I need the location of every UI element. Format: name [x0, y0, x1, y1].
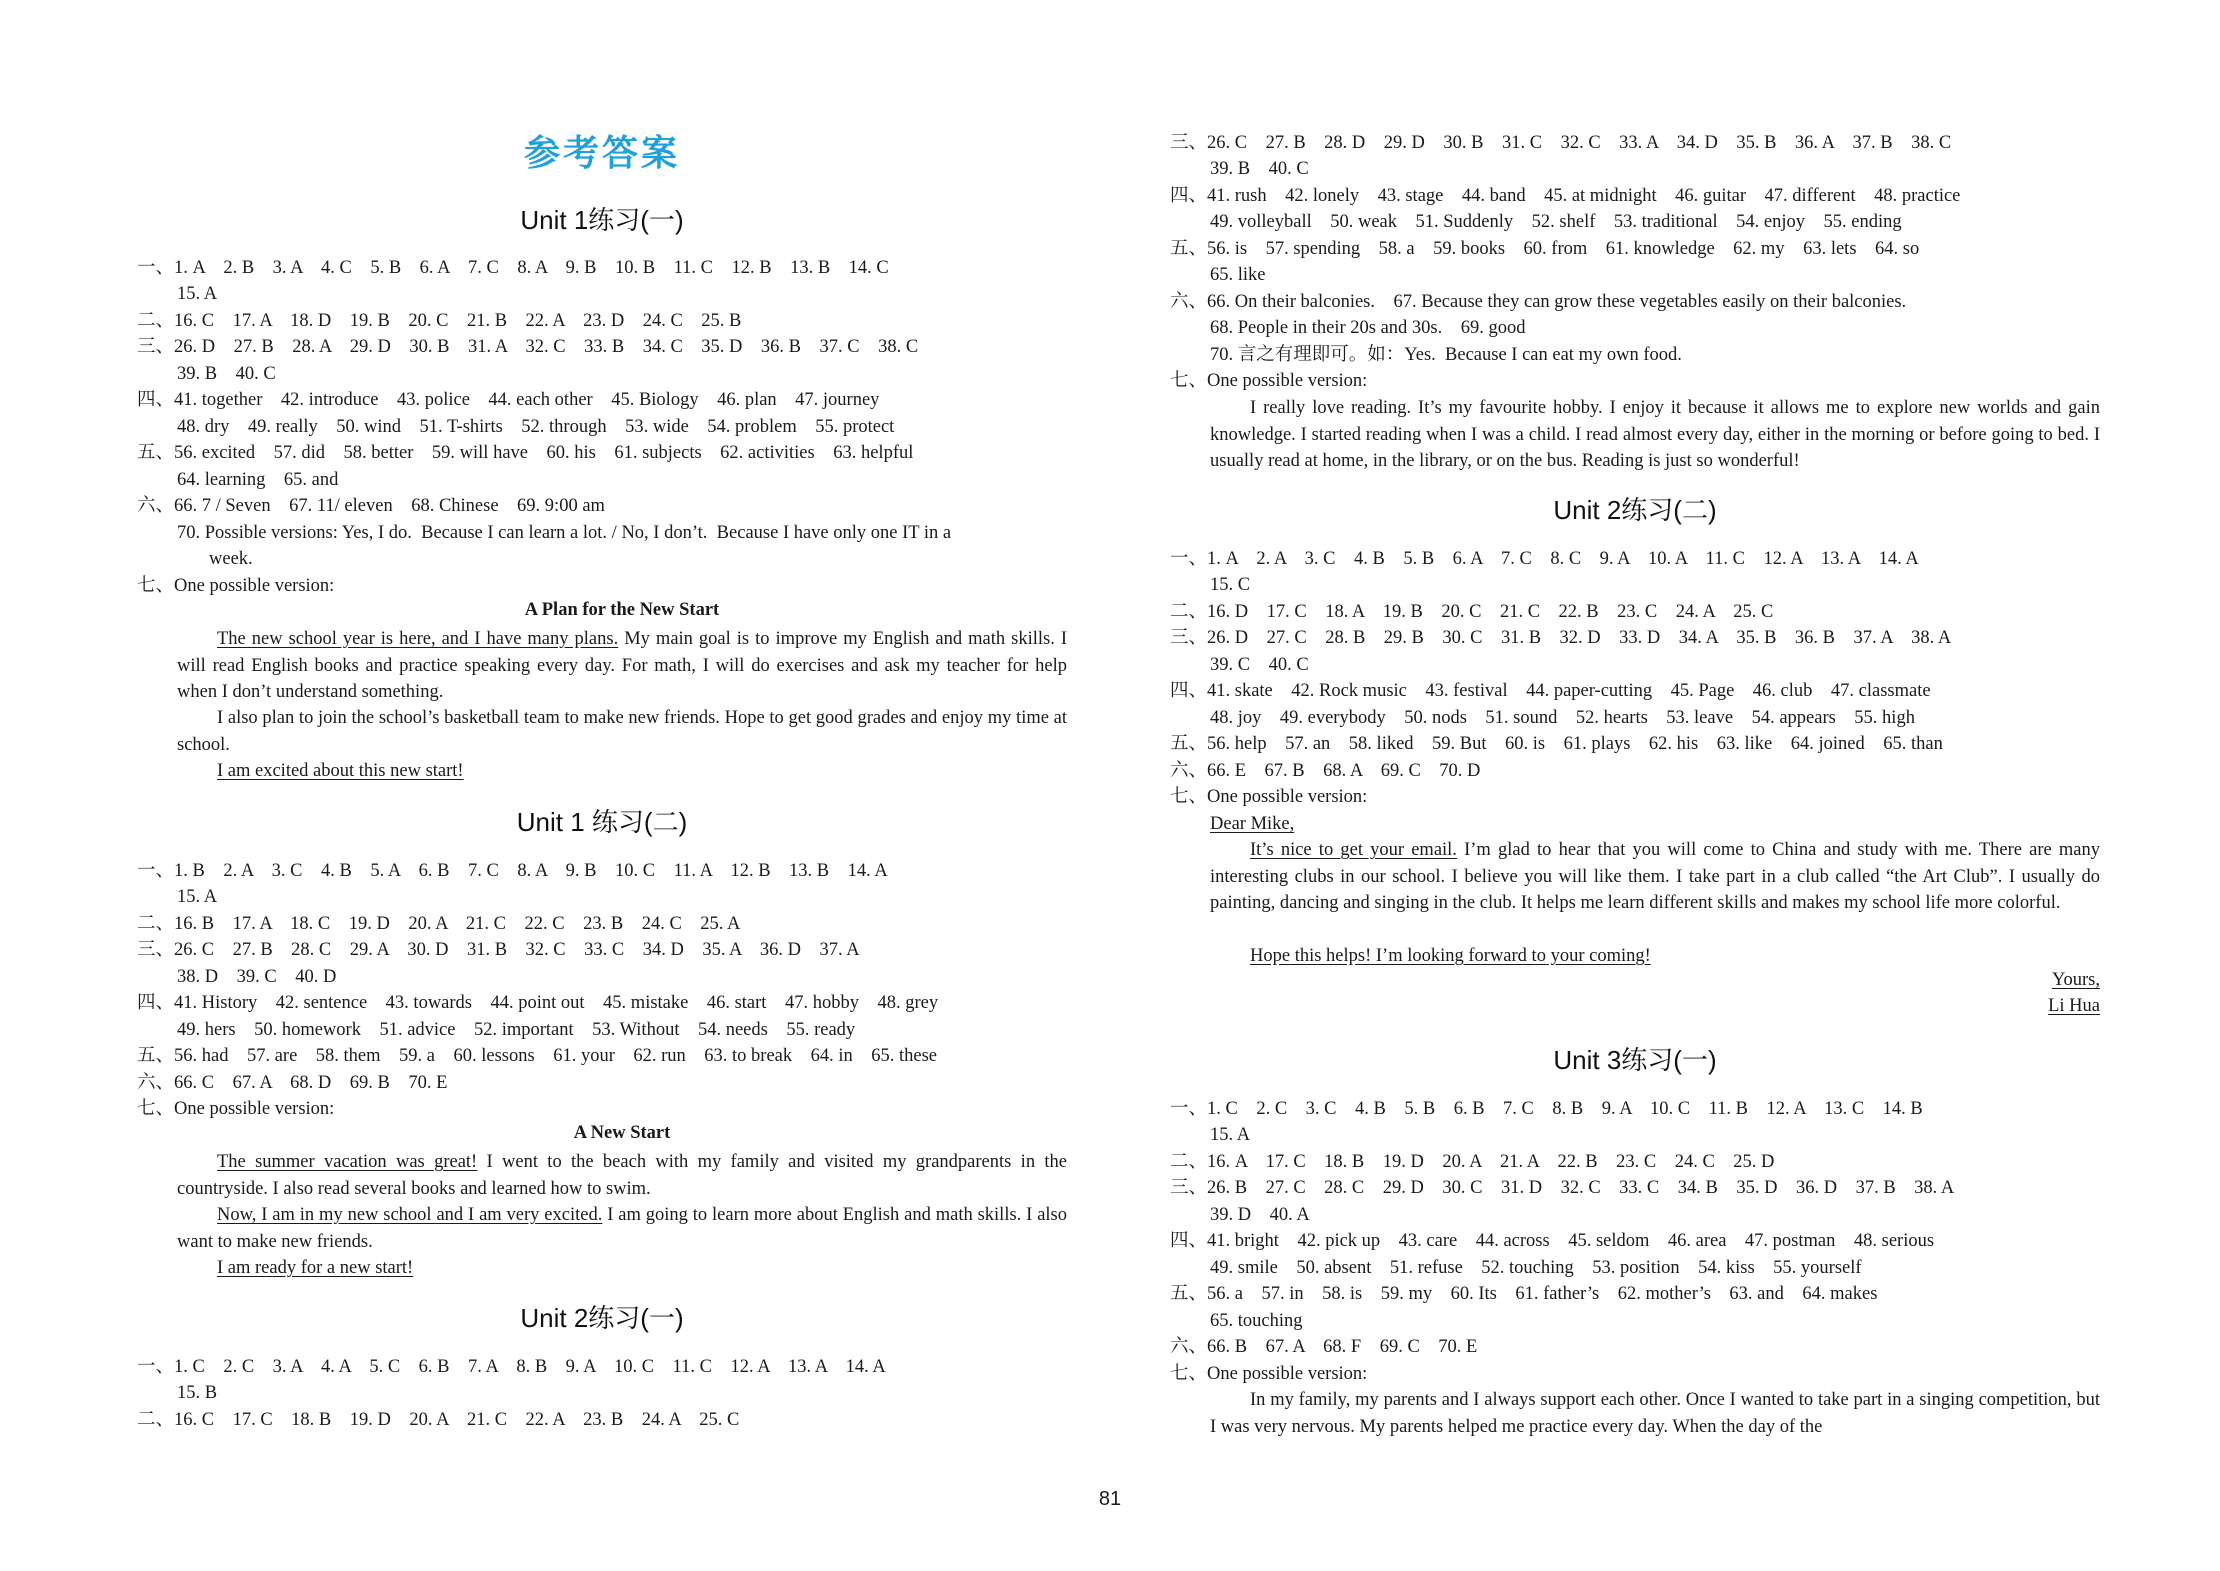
answer-line: 15. A — [177, 887, 218, 907]
essay-paragraph: I really love reading. It’s my favourite hobby. I enjoy it because it allows me to explore new worlds and gain knowledge. I started reading when I was a child. I read almost every day, either in the morning or before going to bed. I usually read at home, in the library, or on the bus. Reading is just so wonderful! — [1210, 398, 2100, 471]
answer-line: 65. like — [1210, 265, 1266, 285]
answer-line: 68. People in their 20s and 30s. 69. good — [1210, 318, 1526, 338]
answer-line: 七、One possible version: — [137, 1099, 335, 1119]
underlined-sentence: The new school year is here, and I have many plans. — [217, 629, 619, 649]
letter-greeting — [1210, 811, 1294, 838]
answer-line: 三、26. C 27. B 28. D 29. D 30. B 31. C 32. C 33. A 34. D 35. B 36. A 37. B 38. C — [1170, 133, 1952, 153]
paragraph-text: I went to the beach with my family and visited my grandparents in the countryside. I also read several books and learned how to swim. — [177, 1152, 1067, 1199]
answer-line: 15. A — [1210, 1125, 1251, 1145]
unit1-practice1-heading: Unit 1练习(一) — [520, 205, 684, 235]
answer-line: 70. Possible versions: Yes, I do. Because I can learn a lot. / No, I don’t. Because I have only one IT in a — [177, 523, 952, 543]
greeting-text: Dear Mike, — [1210, 814, 1295, 834]
answer-line: 五、56. had 57. are 58. them 59. a 60. lessons 61. your 62. run 63. to break 64. in 65. these — [137, 1046, 938, 1066]
answer-line: 三、26. C 27. B 28. C 29. A 30. D 31. B 32. C 33. C 34. D 35. A 36. D 37. A — [137, 940, 860, 960]
answer-line: 一、1. A 2. A 3. C 4. B 5. B 6. A 7. C 8. C 9. A 10. A 11. C 12. A 13. A 14. A — [1170, 549, 1919, 569]
paragraph-text: I’m glad to hear that you will come to China and study with me. There are many interesting clubs in our school. I believe you will like them. I take part in a club called “the Art Club”. I usually do painting, dancing and singing in the club. It helps me learn different skills and makes my school life more colorful. — [1210, 840, 2100, 913]
answer-line: 49. hers 50. homework 51. advice 52. important 53. Without 54. needs 55. ready — [177, 1020, 856, 1040]
underlined-sentence: Hope this helps! I’m looking forward to your coming! — [1250, 946, 1651, 966]
answer-line: 49. smile 50. absent 51. refuse 52. touching 53. position 54. kiss 55. yourself — [1210, 1258, 1862, 1278]
letter-signature: Li Hua — [2048, 996, 2100, 1016]
answer-line: 六、66. B 67. A 68. F 69. C 70. E — [1170, 1337, 1478, 1357]
answer-line: 五、56. excited 57. did 58. better 59. will have 60. his 61. subjects 62. activities 63. helpful — [137, 443, 914, 463]
answer-line: 七、One possible version: — [1170, 1364, 1368, 1384]
answer-line: 一、1. C 2. C 3. C 4. B 5. B 6. B 7. C 8. B 9. A 10. C 11. B 12. A 13. C 14. B — [1170, 1099, 1923, 1119]
underlined-sentence: I am ready for a new start! — [217, 1258, 414, 1278]
page-title: 参考答案 — [523, 132, 680, 174]
answer-line: 六、66. C 67. A 68. D 69. B 70. E — [137, 1073, 448, 1093]
unit1-practice2-heading: Unit 1 练习(二) — [516, 807, 688, 837]
answer-line: 39. C 40. C — [1210, 655, 1309, 675]
answer-line: 三、26. D 27. B 28. A 29. D 30. B 31. A 32. C 33. B 34. C 35. D 36. B 37. C 38. C — [137, 337, 919, 357]
answer-line: 15. A — [177, 284, 218, 304]
answer-line: 15. B — [177, 1383, 218, 1403]
answer-line: 49. volleyball 50. weak 51. Suddenly 52. shelf 53. traditional 54. enjoy 55. ending — [1210, 212, 1902, 232]
underlined-sentence: The summer vacation was great! — [217, 1152, 478, 1172]
answer-line: 一、1. C 2. C 3. A 4. A 5. C 6. B 7. A 8. B 9. A 10. C 11. C 12. A 13. A 14. A — [137, 1357, 886, 1377]
answer-line: 二、16. A 17. C 18. B 19. D 20. A 21. A 22. B 23. C 24. C 25. D — [1170, 1152, 1775, 1172]
answer-line: 四、41. rush 42. lonely 43. stage 44. band 45. at midnight 46. guitar 47. different 48. practice — [1170, 186, 1961, 206]
letter-closing: Yours, — [2052, 970, 2100, 990]
answer-line: 四、41. skate 42. Rock music 43. festival 44. paper-cutting 45. Page 46. club 47. classmate — [1170, 681, 1931, 701]
answer-line: 五、56. a 57. in 58. is 59. my 60. Its 61. father’s 62. mother’s 63. and 64. makes — [1170, 1284, 1878, 1304]
letter-paragraph — [1210, 837, 2100, 917]
answer-line: 四、41. bright 42. pick up 43. care 44. across 45. seldom 46. area 47. postman 48. serious — [1170, 1231, 1935, 1251]
answer-line: 三、26. D 27. C 28. B 29. B 30. C 31. B 32. D 33. D 34. A 35. B 36. B 37. A 38. A — [1170, 628, 1952, 648]
answer-line: 一、1. B 2. A 3. C 4. B 5. A 6. B 7. C 8. A 9. B 10. C 11. A 12. B 13. B 14. A — [137, 861, 888, 881]
answer-line: 48. dry 49. really 50. wind 51. T-shirts 52. through 53. wide 54. problem 55. protect — [177, 417, 895, 437]
letter-paragraph — [1210, 943, 2100, 970]
essay-paragraph — [177, 758, 1067, 785]
answer-line: 二、16. B 17. A 18. C 19. D 20. A 21. C 22. C 23. B 24. C 25. A — [137, 914, 741, 934]
answer-line: 39. D 40. A — [1210, 1205, 1310, 1225]
answer-line: 二、16. D 17. C 18. A 19. B 20. C 21. C 22. B 23. C 24. A 25. C — [1170, 602, 1774, 622]
answer-line: 六、66. 7 / Seven 67. 11/ eleven 68. Chinese 69. 9:00 am — [137, 496, 605, 516]
essay-title: A New Start — [573, 1123, 671, 1143]
answer-line: 三、26. B 27. C 28. C 29. D 30. C 31. D 32. C 33. C 34. B 35. D 36. D 37. B 38. A — [1170, 1178, 1955, 1198]
answer-line: 七、One possible version: — [137, 576, 335, 596]
essay-paragraph — [177, 1149, 1067, 1202]
paragraph-text: I am going to learn more about English and math skills. I also want to make new friends. — [177, 1205, 1067, 1252]
answer-line: 二、16. C 17. C 18. B 19. D 20. A 21. C 22. A 23. B 24. A 25. C — [137, 1410, 740, 1430]
answer-line: 五、56. help 57. an 58. liked 59. But 60. is 61. plays 62. his 63. like 64. joined 65. than — [1170, 734, 1943, 754]
answer-line: 15. C — [1210, 575, 1251, 595]
answer-line: 六、66. E 67. B 68. A 69. C 70. D — [1170, 761, 1481, 781]
essay-paragraph — [177, 1202, 1067, 1255]
answer-line: 65. touching — [1210, 1311, 1303, 1331]
answer-line: 二、16. C 17. A 18. D 19. B 20. C 21. B 22. A 23. D 24. C 25. B — [137, 311, 742, 331]
underlined-sentence: Now, I am in my new school and I am very excited. — [217, 1205, 603, 1225]
essay-paragraph — [177, 626, 1067, 706]
unit2-practice2-heading: Unit 2练习(二) — [1553, 495, 1717, 525]
answer-line: 七、One possible version: — [1170, 371, 1368, 391]
unit2-practice1-heading: Unit 2练习(一) — [520, 1303, 684, 1333]
answer-line: week. — [209, 549, 253, 569]
answer-line: 48. joy 49. everybody 50. nods 51. sound 52. hearts 53. leave 54. appears 55. high — [1210, 708, 1915, 728]
answer-line: 64. learning 65. and — [177, 470, 339, 490]
answer-line: 四、41. together 42. introduce 43. police 44. each other 45. Biology 46. plan 47. journey — [137, 390, 880, 410]
answer-line: 六、66. On their balconies. 67. Because they can grow these vegetables easily on their balconies. — [1170, 292, 1907, 312]
underlined-sentence: I am excited about this new start! — [217, 761, 464, 781]
essay-paragraph: In my family, my parents and I always support each other. Once I wanted to take part in a singing competition, but I was very nervous. My parents helped me practice every day. When the day of the — [1210, 1390, 2100, 1437]
unit3-practice1-heading: Unit 3练习(一) — [1553, 1045, 1717, 1075]
answer-line: 一、1. A 2. B 3. A 4. C 5. B 6. A 7. C 8. A 9. B 10. B 11. C 12. B 13. B 14. C — [137, 258, 889, 278]
paragraph-text: My main goal is to improve my English and math skills. I will read English books and practice speaking every day. For math, I will do exercises and ask my teacher for help when I don’t understand something. — [177, 629, 1067, 702]
page-number: 81 — [1098, 1488, 1122, 1510]
answer-line: 39. B 40. C — [177, 364, 276, 384]
essay-paragraph: I also plan to join the school’s basketball team to make new friends. Hope to get good grades and enjoy my time at school. — [177, 708, 1067, 755]
answer-line: 五、56. is 57. spending 58. a 59. books 60. from 61. knowledge 62. my 63. lets 64. so — [1170, 239, 1920, 259]
underlined-sentence: It’s nice to get your email. — [1250, 840, 1457, 860]
answer-line: 七、One possible version: — [1170, 787, 1368, 807]
answer-line: 四、41. History 42. sentence 43. towards 44. point out 45. mistake 46. start 47. hobby 48. grey — [137, 993, 939, 1013]
answer-line: 39. B 40. C — [1210, 159, 1309, 179]
answer-line: 38. D 39. C 40. D — [177, 967, 337, 987]
essay-paragraph — [177, 1255, 1067, 1282]
essay-title: A Plan for the New Start — [524, 600, 720, 620]
answer-line: 70. 言之有理即可。如：Yes. Because I can eat my own food. — [1210, 345, 1682, 365]
